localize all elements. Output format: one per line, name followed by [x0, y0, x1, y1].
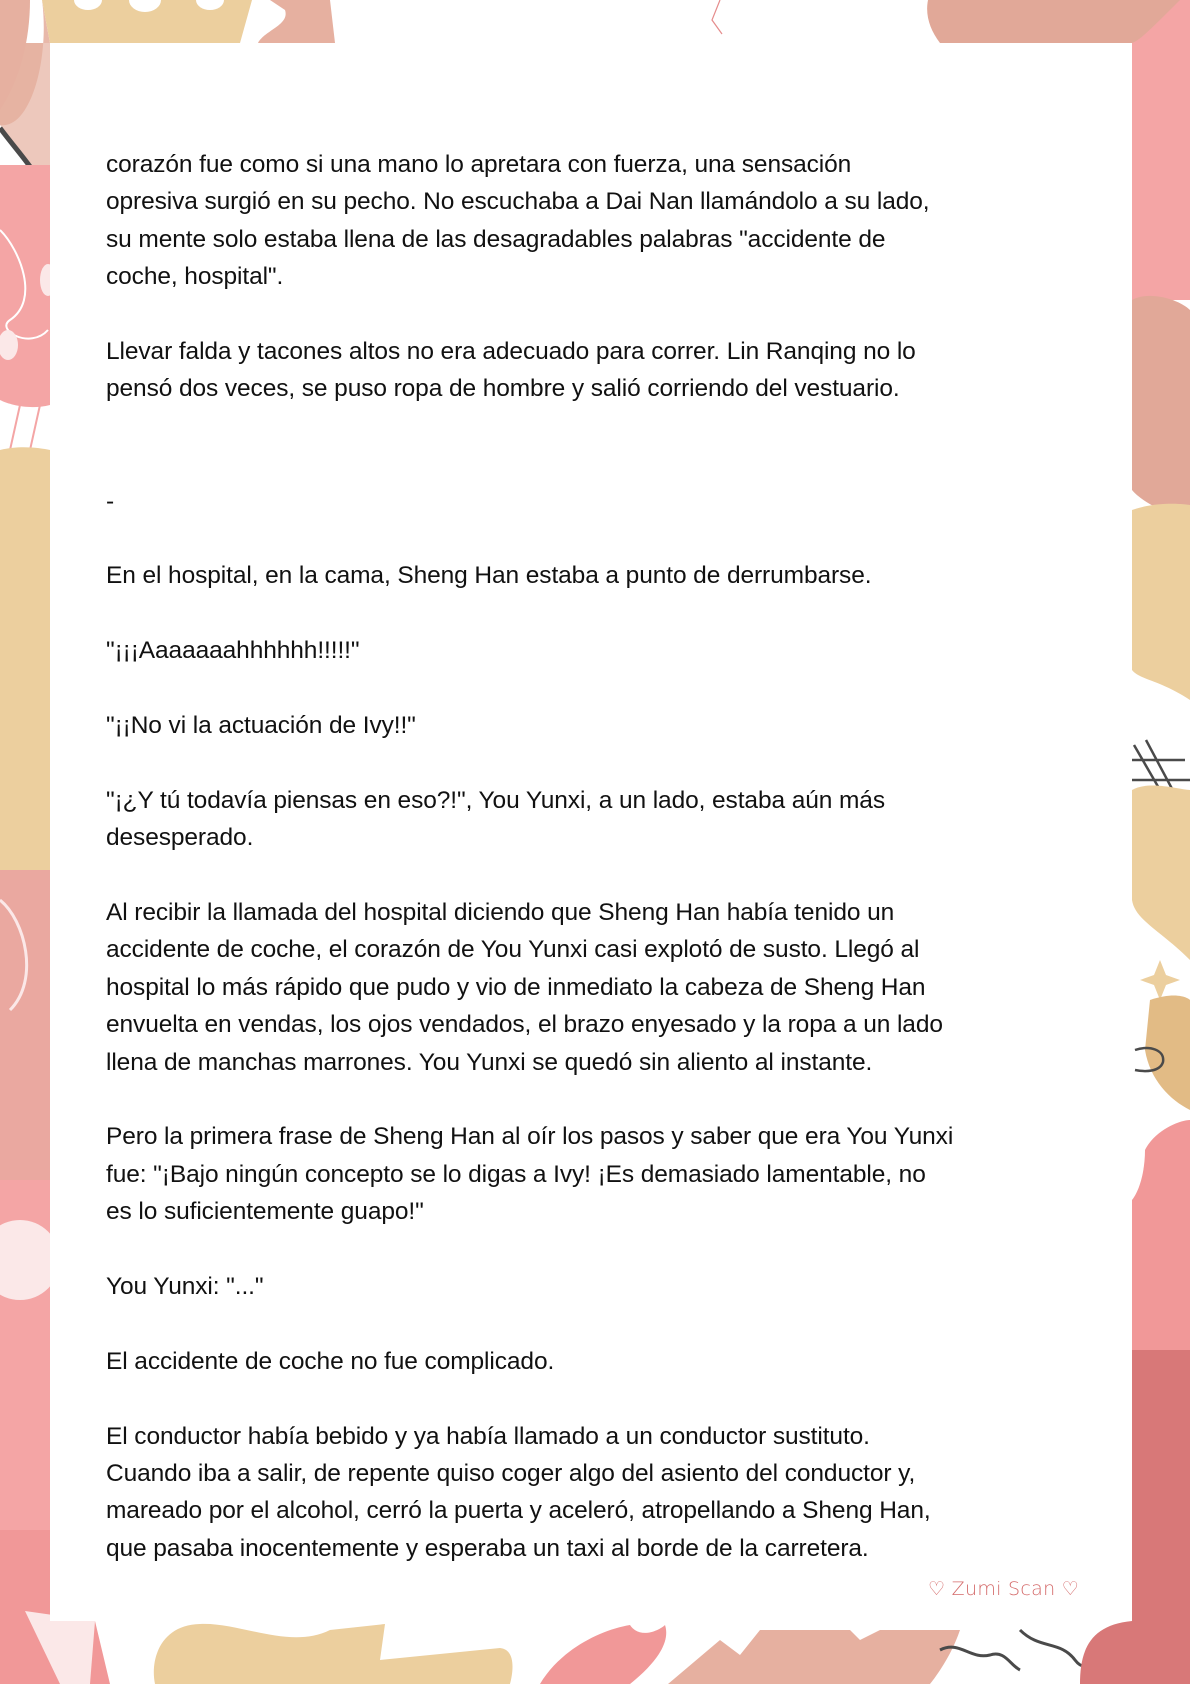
paragraph-gap [106, 1380, 1096, 1417]
dialogue [106, 632, 1096, 669]
paragraph [106, 333, 1096, 408]
text-line: llena de manchas marrones. You Yunxi se quedó sin aliento al instante. [106, 1048, 873, 1076]
text-line: Cuando iba a salir, de repente quiso coger algo del asiento del conductor y, [106, 1460, 916, 1488]
dialogue [106, 782, 1096, 857]
text-line: es lo suficientemente guapo!" [106, 1198, 424, 1226]
text-line: You Yunxi: "..." [106, 1273, 264, 1301]
text-line: "¡¡No vi la actuación de Ivy!!" [106, 712, 416, 739]
paragraph-gap [106, 1305, 1096, 1342]
text-line: Pero la primera frase de Sheng Han al oír los pasos y saber que era You Yunxi [106, 1123, 954, 1151]
text-line: - [106, 487, 115, 515]
text-line: opresiva surgió en su pecho. No escuchaba a Dai Nan llamándolo a su lado, [106, 188, 930, 216]
text-line: corazón fue como si una mano lo apretara con fuerza, una sensación [106, 151, 852, 178]
text-line: El conductor había bebido y ya había llamado a un conductor sustituto. [106, 1422, 870, 1450]
text-line: hospital lo más rápido que pudo y vio de inmediato la cabeza de Sheng Han [106, 973, 926, 1001]
paragraph [106, 1343, 1096, 1380]
paragraph [106, 1118, 1096, 1230]
paragraph-gap [106, 670, 1096, 707]
text-line: mareado por el alcohol, cerró la puerta y aceleró, atropellando a Sheng Han, [106, 1497, 931, 1525]
scene-separator [106, 483, 1096, 520]
text-line: que pasaba inocentemente y esperaba un taxi al borde de la carretera. [106, 1534, 869, 1562]
paragraph-gap [106, 857, 1096, 894]
dialogue [106, 707, 1096, 744]
text-line: fue: "¡Bajo ningún concepto se lo digas a Ivy! ¡Es demasiado lamentable, no [106, 1160, 926, 1188]
text-line: su mente solo estaba llena de las desagradables palabras "accidente de [106, 225, 886, 253]
text-line: coche, hospital". [106, 263, 284, 291]
text-line: pensó dos veces, se puso ropa de hombre y salió corriendo del vestuario. [106, 375, 900, 403]
text-line: Al recibir la llamada del hospital diciendo que Sheng Han había tenido un [106, 899, 895, 926]
text-line: "¡¿Y tú todavía piensas en eso?!", You Yunxi, a un lado, estaba aún más [106, 786, 885, 814]
text-line: accidente de coche, el corazón de You Yunxi casi explotó de susto. Llegó al [106, 936, 920, 964]
text-line: En el hospital, en la cama, Sheng Han estaba a punto de derrumbarse. [106, 562, 872, 590]
paragraph [106, 557, 1096, 594]
paragraph-gap [106, 1231, 1096, 1268]
paragraph-gap [106, 408, 1096, 445]
paragraph-gap [106, 595, 1096, 632]
text-line: Llevar falda y tacones altos no era adecuado para correr. Lin Ranqing no lo [106, 338, 916, 366]
scanlation-watermark: ♡ Zumi Scan ♡ [928, 1578, 1080, 1600]
paragraph-gap [106, 744, 1096, 781]
paragraph-gap [106, 520, 1096, 557]
paragraph-gap [106, 296, 1096, 333]
paragraph [106, 1418, 1096, 1568]
dialogue [106, 1268, 1096, 1305]
paragraph [106, 894, 1096, 1081]
paragraph [106, 146, 1096, 296]
text-line: desesperado. [106, 824, 254, 852]
paragraph-gap [106, 1081, 1096, 1118]
text-line: envuelta en vendas, los ojos vendados, el brazo enyesado y la ropa a un lado [106, 1011, 943, 1039]
text-line: El accidente de coche no fue complicado. [106, 1347, 555, 1375]
paragraph-gap [106, 445, 1096, 482]
text-line: "¡¡¡Aaaaaaahhhhhh!!!!!" [106, 637, 360, 665]
document-body [106, 146, 1096, 1567]
